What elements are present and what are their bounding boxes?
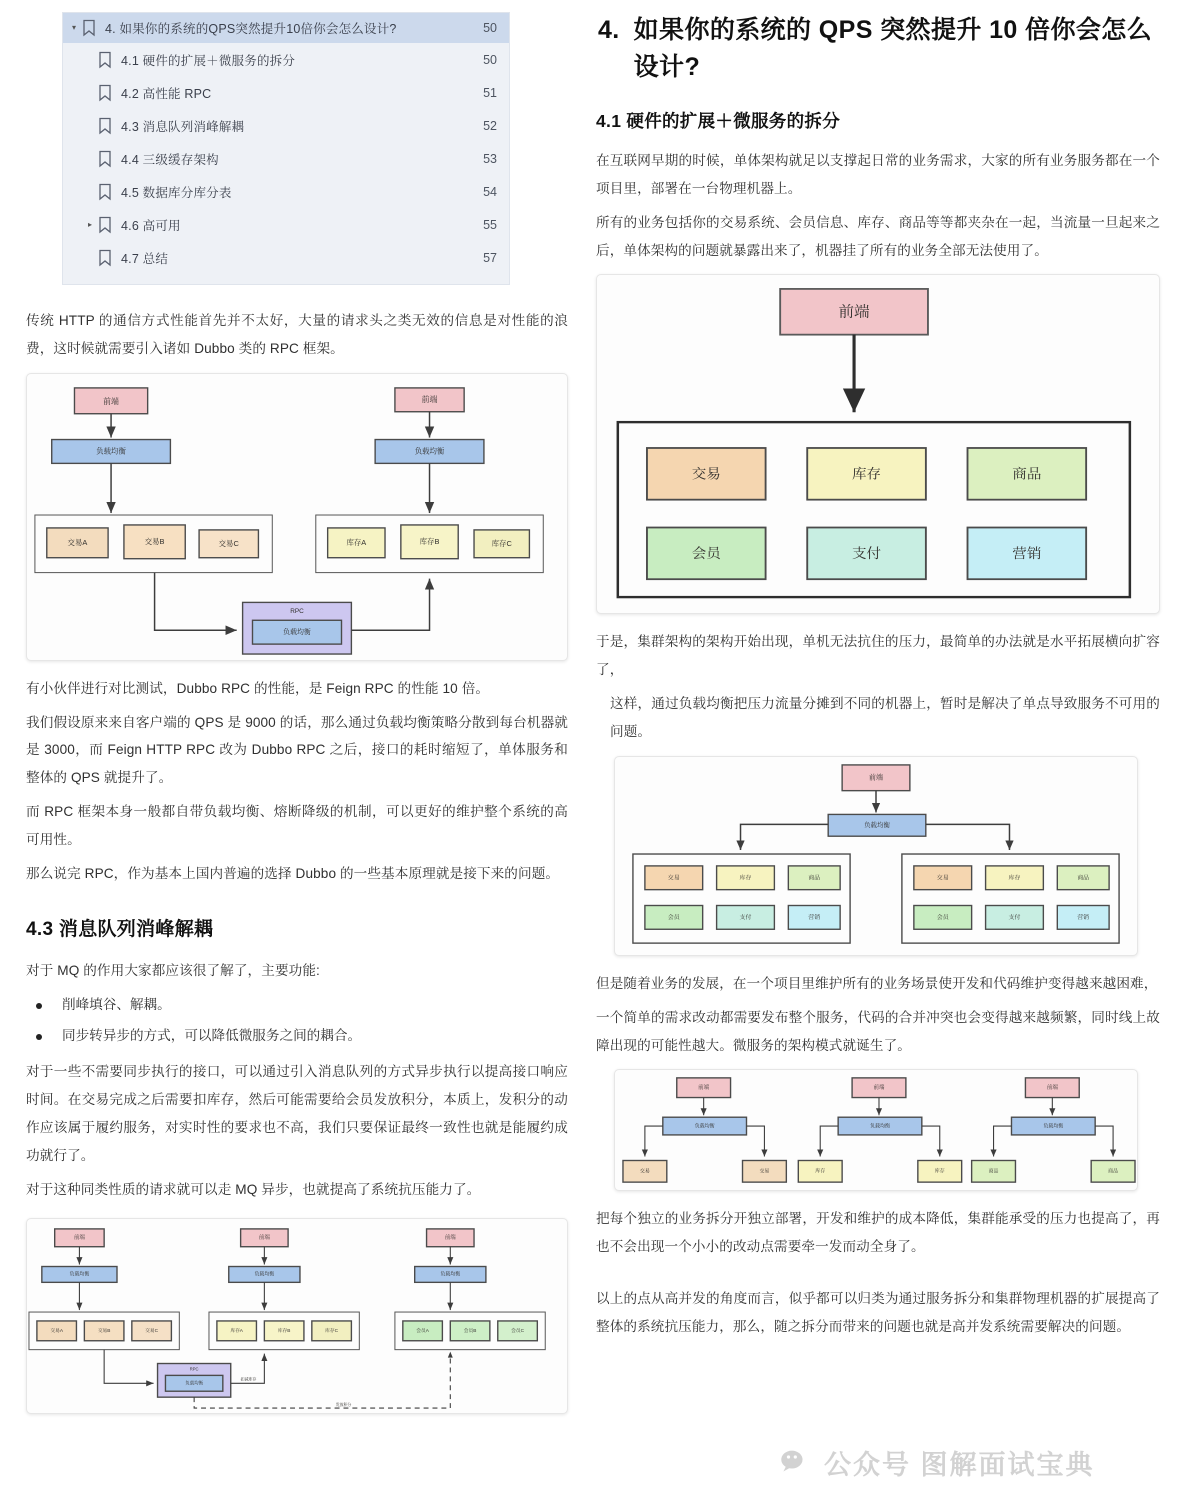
outline-item-label: 4.3 消息队列消峰解耦: [121, 119, 245, 134]
mq-decoupling-svg: [27, 1219, 567, 1413]
outline-item-label: 4.4 三级缓存架构: [121, 152, 219, 167]
rpc-architecture-svg: [27, 374, 567, 660]
node-marketing-c1: 营销: [808, 914, 821, 921]
figure-rpc-architecture: [26, 373, 568, 661]
paragraph-dubbo-3: 而 RPC 框架本身一般都自带负载均衡、熔断降级的机制，可以更好的维护整个系统的高可用性。: [26, 804, 568, 848]
chevron-down-icon[interactable]: ▾: [71, 23, 76, 32]
node-member-mono: 会员: [691, 546, 721, 563]
paragraph-r2: 所有的业务包括你的交易系统、会员信息、库存、商品等等都夹杂在一起，当流量一旦起来之后，单体架构的问题就暴露出来了，机器挂了所有的业务全部无法使用了。: [596, 214, 1160, 258]
paragraph-r4: 这样，通过负载均衡把压力流量分摊到不同的机器上，暂时是解决了单点导致服务不可用的问题。: [610, 696, 1160, 740]
outline-item-page: 54: [483, 184, 497, 199]
node-frontend-m2: 前端: [873, 1085, 885, 1092]
edge-label-deduct: 扣减库存: [240, 1376, 257, 1382]
node-goods-mono: 商品: [1012, 467, 1042, 483]
node-pay-mono: 支付: [851, 546, 882, 563]
outline-item-4-7[interactable]: [63, 241, 509, 274]
node-trade-c: 交易C: [218, 538, 239, 548]
outline-item-page: 50: [483, 52, 497, 67]
node-frontend-2: 前端: [258, 1234, 270, 1241]
node-lb-m1: 负载均衡: [694, 1124, 715, 1130]
paragraph-r1: 在互联网早期的时候，单体架构就足以支撑起日常的业务需求，大家的所有业务服务都在一个项目里，部署在一台物理机器上。: [596, 153, 1160, 196]
paragraph-mq-intro: 对于 MQ 的作用大家都应该很了解了，主要功能:: [26, 962, 320, 978]
page-title-text: 如果你的系统的 QPS 突然提升 10 倍你会怎么设计?: [633, 16, 1153, 81]
bookmark-icon: [97, 51, 113, 69]
node-stock-a: 库存A: [346, 537, 367, 547]
node-trade-mono: 交易: [691, 467, 721, 483]
node-member-c: 会员C: [511, 1328, 524, 1334]
node-stock-b: 库存B: [419, 536, 440, 546]
node-member-b: 会员B: [463, 1328, 477, 1334]
outline-item-page: 57: [483, 250, 497, 265]
node-trade-m2: 交易: [759, 1170, 770, 1176]
outline-item-4-6[interactable]: [63, 208, 509, 241]
node-trade-b2: 交易B: [97, 1328, 111, 1334]
node-stock-c: 库存C: [491, 538, 512, 548]
node-trade-m1: 交易: [639, 1170, 650, 1176]
edge-label-points: 发放积分: [335, 1401, 352, 1407]
node-trade-a2: 交易A: [50, 1328, 63, 1334]
node-lb-2: 负载均衡: [254, 1272, 275, 1278]
node-trade-c1: 交易: [667, 875, 680, 882]
paragraph-r6: 一个简单的需求改动都需要发布整个服务，代码的合并冲突也会变得越来越频繁，同时线上故障出现的可能性越大。微服务的架构模式就诞生了。: [596, 1009, 1160, 1053]
heading-4-3: 4.3 消息队列消峰解耦: [26, 918, 214, 940]
outline-item-4-3[interactable]: [63, 109, 509, 142]
paragraph-mq-2: 对于这种同类性质的请求就可以走 MQ 异步，也就提高了系统抗压能力了。: [26, 1181, 481, 1197]
node-frontend-right: 前端: [421, 394, 438, 404]
watermark: [780, 1443, 1095, 1482]
bookmark-icon: [97, 84, 113, 102]
node-lb-m3: 负载均衡: [1043, 1124, 1064, 1130]
outline-item-4-4[interactable]: [63, 142, 509, 175]
outline-item-page: 52: [483, 118, 497, 133]
outline-item-label: 4.7 总结: [121, 251, 169, 266]
outline-item-4[interactable]: [63, 13, 509, 43]
outline-item-page: 50: [483, 21, 497, 35]
node-rpc-lb: 负载均衡: [283, 628, 311, 636]
node-rpc-title: RPC: [290, 607, 304, 615]
node-marketing-mono: 营销: [1012, 546, 1042, 563]
node-stock-b2: 库存B: [277, 1328, 291, 1334]
node-lb-1: 负载均衡: [69, 1272, 90, 1278]
outline-item-label: 4. 如果你的系统的QPS突然提升10倍你会怎么设计?: [105, 22, 397, 36]
node-member-a: 会员A: [416, 1328, 429, 1334]
figure-mq-decoupling: [26, 1218, 568, 1414]
node-frontend-3: 前端: [444, 1234, 456, 1241]
node-frontend-mono: 前端: [838, 304, 870, 322]
node-goods-c1: 商品: [808, 875, 821, 882]
outline-item-label: 4.2 高性能 RPC: [121, 86, 212, 101]
node-frontend-m3: 前端: [1046, 1085, 1058, 1092]
node-rpc-title-2: RPC: [189, 1366, 199, 1372]
bookmark-icon: [97, 183, 113, 201]
outline-item-page: 55: [483, 217, 497, 232]
wechat-icon: [780, 1448, 814, 1478]
node-stock-a2: 库存A: [230, 1328, 243, 1334]
node-member-c1: 会员: [667, 914, 680, 921]
node-goods-m1: 商品: [988, 1170, 999, 1176]
right-column: [590, 0, 1180, 1488]
cluster-architecture-svg: [615, 757, 1137, 955]
outline-item-4-1[interactable]: [63, 43, 509, 76]
outline-item-4-2[interactable]: [63, 76, 509, 109]
node-marketing-c2b: 营销: [1077, 914, 1090, 921]
figure-cluster-architecture: [614, 756, 1138, 956]
paragraph-dubbo-2: 我们假设原来来自客户端的 QPS 是 9000 的话，那么通过负载均衡策略分散到每台机器就是 3000，而 Feign HTTP RPC 改为 Dubbo RPC 之后，接口的耗时缩短了，单体服务和整体的 QPS 就提升了。: [26, 714, 568, 786]
outline-item-label: 4.1 硬件的扩展＋微服务的拆分: [121, 53, 296, 68]
node-member-c2b: 会员: [936, 914, 949, 921]
node-trade-c2b: 交易: [936, 875, 949, 882]
node-rpc-lb-2: 负载均衡: [185, 1380, 204, 1386]
node-stock-m2: 库存: [934, 1170, 945, 1176]
page-title: [598, 12, 1160, 86]
outline-item-page: 53: [483, 151, 497, 166]
node-stock-c2: 库存C: [325, 1328, 339, 1334]
node-stock-mono: 库存: [851, 467, 882, 483]
paragraph-dubbo-1: 有小伙伴进行对比测试，Dubbo RPC 的性能，是 Feign RPC 的性能 10 倍。: [26, 680, 490, 696]
list-item: 同步转异步的方式，可以降低微服务之间的耦合。: [26, 1022, 568, 1050]
node-goods-m2: 商品: [1108, 1170, 1119, 1176]
node-frontend-m1: 前端: [698, 1085, 710, 1092]
paragraph-r7: 把每个独立的业务拆分开独立部署，开发和维护的成本降低，集群能承受的压力也提高了，再也不会出现一个小小的改动点需要牵一发而动全身了。: [596, 1211, 1160, 1255]
bookmark-icon: [81, 19, 97, 37]
monolith-architecture-svg: [597, 275, 1159, 613]
chevron-right-icon[interactable]: ▸: [87, 219, 92, 229]
page-title-number: 4.: [598, 16, 620, 44]
microservice-split-svg: [615, 1070, 1137, 1190]
node-stock-c1: 库存: [739, 875, 752, 882]
node-frontend-left: 前端: [103, 396, 119, 406]
outline-item-label: 4.5 数据库分库分表: [121, 185, 232, 200]
figure-monolith-architecture: [596, 274, 1160, 614]
paragraph-dubbo-4: 那么说完 RPC，作为基本上国内普遍的选择 Dubbo 的一些基本原理就是接下来的问题。: [26, 865, 560, 881]
list-item: 削峰填谷、解耦。: [26, 991, 568, 1019]
node-lb-left: 负载均衡: [96, 446, 126, 456]
node-trade-a: 交易A: [67, 537, 88, 547]
paragraph-r5: 但是随着业务的发展，在一个项目里维护所有的业务场景使开发和代码维护变得越来越困难，: [596, 975, 1158, 991]
paragraph-r8: 以上的点从高并发的角度而言，似乎都可以归类为通过服务拆分和集群物理机器的扩展提高了整体的系统抗压能力，那么，随之拆分而带来的问题也就是高并发系统需要解决的问题。: [596, 1291, 1160, 1335]
node-frontend-cluster: 前端: [869, 774, 883, 782]
bookmark-icon: [97, 117, 113, 135]
paragraph-r3: 于是，集群架构的架构开始出现，单机无法抗住的压力，最简单的办法就是水平拓展横向扩容了，: [596, 634, 1160, 678]
node-trade-c2: 交易C: [145, 1328, 159, 1334]
node-goods-c2b: 商品: [1077, 875, 1090, 882]
bookmark-icon: [97, 150, 113, 168]
node-lb-m2: 负载均衡: [870, 1124, 890, 1130]
outline-item-label: 4.6 高可用: [121, 218, 181, 233]
node-frontend-1: 前端: [73, 1234, 85, 1241]
paragraph-http: 传统 HTTP 的通信方式性能首先并不太好，大量的请求头之类无效的信息是对性能的浪费，这时候就需要引入诸如 Dubbo 类的 RPC 框架。: [26, 313, 568, 356]
node-trade-b: 交易B: [144, 536, 165, 546]
node-lb-3: 负载均衡: [440, 1272, 461, 1278]
node-stock-c2b: 库存: [1008, 875, 1021, 882]
node-pay-c1: 支付: [739, 914, 752, 921]
bookmark-outline-panel[interactable]: [62, 12, 510, 285]
node-pay-c2b: 支付: [1008, 914, 1021, 921]
bookmark-icon: [97, 216, 113, 234]
watermark-text: 公众号 图解面试宝典: [824, 1450, 1095, 1480]
figure-microservice-split: [614, 1069, 1138, 1191]
bookmark-icon: [97, 249, 113, 267]
outline-item-4-5[interactable]: [63, 175, 509, 208]
heading-4-1: 4.1 硬件的扩展＋微服务的拆分: [596, 111, 840, 131]
node-stock-m1: 库存: [815, 1170, 826, 1176]
paragraph-mq-1: 对于一些不需要同步执行的接口，可以通过引入消息队列的方式异步执行以提高接口响应时间。在交易完成之后需要扣库存，然后可能需要给会员发放积分，本质上，发积分的动作应该属于履约服务，对实时性的要求也不高，我们只要保证最终一致性也就是能履约成功就行了。: [26, 1064, 568, 1163]
outline-item-page: 51: [483, 85, 497, 100]
node-lb-right: 负载均衡: [414, 446, 445, 456]
mq-feature-list: [26, 991, 568, 1051]
node-lb-cluster: 负载均衡: [864, 821, 890, 829]
